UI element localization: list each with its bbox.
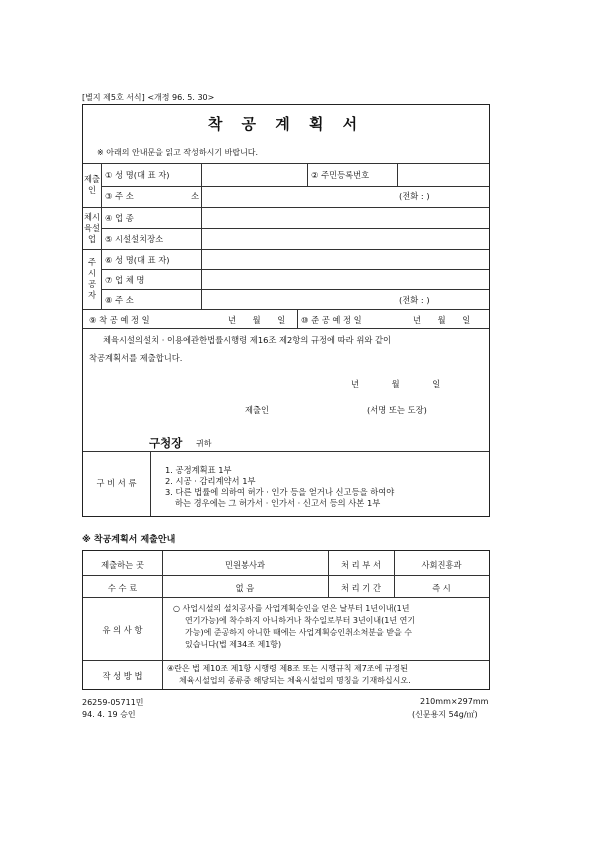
col-line [101, 163, 102, 309]
row-line [101, 289, 489, 290]
method-label: 작 성 방 법 [102, 671, 143, 681]
row-line [101, 269, 489, 270]
builder-name-label: ⑥ 성 명(대 표 자) [105, 255, 170, 265]
applicant-group-label: 제출 인 [83, 174, 101, 195]
row-line [83, 328, 489, 329]
statement-date: 년 월 일 [351, 379, 441, 389]
applicant-rrn-label: ② 주민등록번호 [311, 170, 370, 180]
submitter-label: 제출인 [245, 405, 270, 415]
col-line [162, 551, 163, 689]
approval-date: 94. 4. 19 승인 [82, 710, 136, 719]
address-suffix: 소 [191, 191, 200, 201]
applicant-phone-label: (전화 : ) [399, 191, 430, 201]
notice-text: ※ 아래의 안내문을 읽고 작성하시기 바랍니다. [97, 148, 259, 157]
sign-label: (서명 또는 도장) [367, 405, 427, 415]
col-line [307, 163, 308, 186]
document-item: 1. 공정계획표 1부 [165, 465, 232, 475]
form-title: 착 공 계 획 서 [207, 115, 365, 133]
row-line [83, 163, 489, 164]
row-line [83, 660, 489, 661]
form-reference: [별지 제5호 서식] <개정 96. 5. 30> [82, 93, 215, 102]
document-item: 3. 다른 법률에 의하여 허가 · 인가 등을 얻거나 신고등을 하여야 [165, 487, 395, 497]
row-line [101, 228, 489, 229]
paper-size: 210mm×297mm [420, 697, 489, 706]
col-line [201, 163, 202, 309]
end-date-label: ⑩ 준 공 예 정 일 [301, 315, 362, 325]
end-date-value: 년 월 일 [413, 315, 471, 325]
builder-group-label: 주 시 공 자 [87, 257, 96, 300]
period-label: 처 리 기 간 [341, 583, 381, 593]
builder-company-label: ⑦ 업 체 명 [105, 275, 145, 285]
dept-value: 사회진흥과 [421, 560, 462, 570]
statement-line2: 착공계획서를 제출합니다. [89, 353, 183, 363]
recipient-honorific: 귀하 [196, 439, 212, 448]
caution-label: 유 의 사 항 [102, 625, 143, 635]
row-line [83, 249, 489, 250]
dept-label: 처 리 부 서 [341, 560, 381, 570]
start-date-label: ⑨ 착 공 예 정 일 [89, 315, 150, 325]
recipient: 구청장 [149, 436, 183, 450]
construction-plan-form [82, 104, 490, 517]
fee-value: 없 음 [235, 583, 255, 593]
office-label: 제출하는 곳 [101, 560, 144, 570]
form-code: 26259-05711민 [82, 698, 144, 707]
builder-phone-label: (전화 : ) [399, 295, 430, 305]
row-line [83, 597, 489, 598]
business-location-label: ⑤ 시설설치장소 [105, 234, 164, 244]
applicant-address-label: ③ 주 소 [105, 191, 134, 201]
start-date-value: 년 월 일 [228, 315, 286, 325]
document-item: 하는 경우에는 그 허가서 · 인가서 · 신고서 등의 사본 1부 [175, 498, 381, 508]
guide-table [82, 550, 490, 690]
row-line [83, 207, 489, 208]
applicant-name-label: ① 성 명(대 표 자) [105, 170, 170, 180]
row-line [83, 575, 489, 576]
row-line [83, 309, 489, 310]
guide-title: ※ 착공계획서 제출안내 [82, 535, 176, 545]
paper-type: (신문용지 54g/㎡) [412, 710, 478, 719]
col-line [297, 309, 298, 328]
documents-label: 구 비 서 류 [96, 478, 137, 488]
caution-line: 있습니다(법 제34조 제1항) [185, 640, 282, 649]
method-line: 체육시설업의 종류중 해당되는 체육시설업의 명칭을 기재하십시오. [179, 676, 411, 685]
statement-line1: 체육시설의설치 · 이용에관한법률시행령 제16조 제2항의 규정에 따라 위와 같이 [103, 335, 392, 345]
col-line [397, 163, 398, 186]
caution-line: 연기가능)에 착수하지 아니하거나 착수일로부터 3년이내(1년 연기 [185, 616, 416, 625]
fee-label: 수 수 료 [107, 583, 138, 593]
period-value: 즉 시 [432, 583, 451, 593]
office-value: 민원봉사과 [224, 560, 266, 570]
business-type-label: ④ 업 종 [105, 213, 134, 223]
method-line: ④란은 법 제10조 제1항 시행령 제8조 또는 시행규칙 제7조에 규정된 [167, 664, 408, 673]
col-line [150, 451, 151, 516]
caution-line: ○ 사업시설의 설치공사를 사업계획승인을 얻은 날부터 1년이내(1년 [173, 604, 410, 613]
caution-line: 가능)에 준공하지 아니한 때에는 사업계획승인취소처분을 받을 수 [185, 628, 413, 637]
document-item: 2. 시공 · 감리계약서 1부 [165, 476, 256, 486]
builder-address-label: ⑧ 주 소 [105, 295, 134, 305]
row-line [101, 186, 489, 187]
business-group-label: 체시 육설 업 [83, 211, 101, 244]
